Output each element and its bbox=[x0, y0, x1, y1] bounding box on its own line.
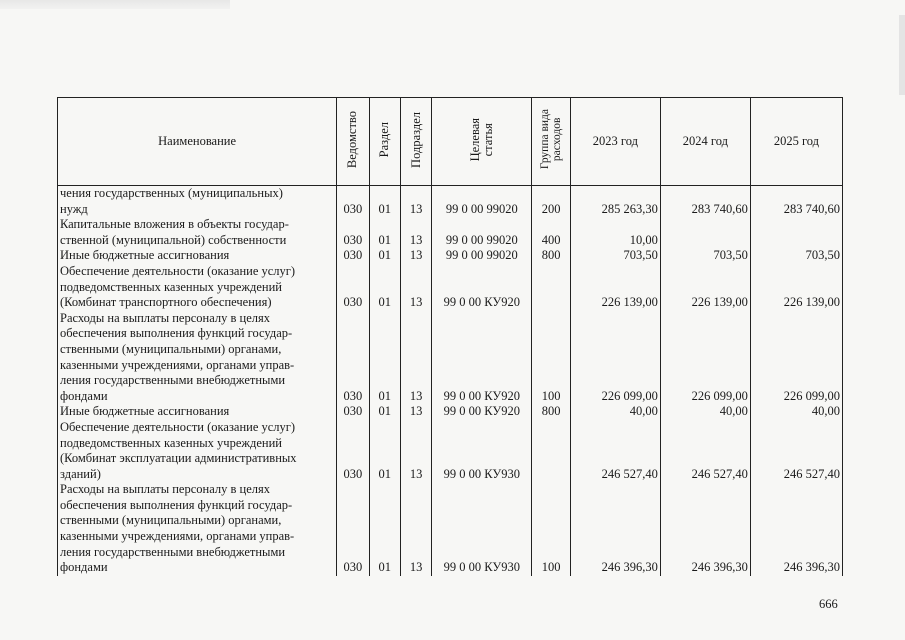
row-amount-2024: 283 740,60 bbox=[660, 186, 750, 218]
row-vedomstvo: 030 bbox=[337, 404, 369, 420]
row-vedomstvo: 030 bbox=[337, 420, 369, 482]
row-gruppa: 800 bbox=[532, 404, 570, 420]
row-celevaya: 99 0 00 99020 bbox=[432, 186, 532, 218]
scan-edge bbox=[899, 15, 905, 95]
row-amount-2023: 226 139,00 bbox=[570, 264, 660, 311]
row-gruppa bbox=[532, 420, 570, 482]
header-year-2025-text: 2025 год bbox=[773, 134, 820, 148]
row-celevaya: 99 0 00 КУ930 bbox=[432, 482, 532, 576]
header-celevaya-text: Целевая статья bbox=[467, 117, 495, 162]
row-gruppa: 800 bbox=[532, 248, 570, 264]
row-amount-2025: 246 396,30 bbox=[750, 482, 842, 576]
row-amount-2024: 226 139,00 bbox=[660, 264, 750, 311]
header-year-2025 bbox=[750, 98, 842, 186]
table-row bbox=[58, 248, 843, 264]
row-amount-2023: 285 263,30 bbox=[570, 186, 660, 218]
scan-artifact bbox=[0, 0, 230, 9]
row-amount-2025: 40,00 bbox=[750, 404, 842, 420]
row-name: Иные бюджетные ассигнования bbox=[58, 248, 337, 264]
header-vedomstvo bbox=[337, 98, 369, 186]
row-razdel: 01 bbox=[369, 186, 400, 218]
row-gruppa: 400 bbox=[532, 217, 570, 248]
row-podrazdel: 13 bbox=[400, 420, 431, 482]
table-row bbox=[58, 420, 843, 482]
row-vedomstvo: 030 bbox=[337, 186, 369, 218]
row-vedomstvo: 030 bbox=[337, 264, 369, 311]
row-name: чения государственных (муниципальных) нужд bbox=[58, 186, 337, 218]
row-vedomstvo: 030 bbox=[337, 248, 369, 264]
row-amount-2024 bbox=[660, 217, 750, 248]
table-header bbox=[58, 98, 843, 186]
header-celevaya bbox=[432, 98, 532, 186]
row-name: Иные бюджетные ассигнования bbox=[58, 404, 337, 420]
row-razdel: 01 bbox=[369, 264, 400, 311]
header-podrazdel bbox=[400, 98, 431, 186]
header-name-text: Наименование bbox=[158, 134, 237, 148]
row-amount-2024: 40,00 bbox=[660, 404, 750, 420]
row-amount-2025: 703,50 bbox=[750, 248, 842, 264]
row-razdel: 01 bbox=[369, 482, 400, 576]
row-amount-2023: 226 099,00 bbox=[570, 311, 660, 405]
header-name bbox=[58, 98, 337, 186]
row-amount-2025: 226 139,00 bbox=[750, 264, 842, 311]
header-razdel-text: Раздел bbox=[377, 121, 392, 158]
row-name: Обеспечение деятельности (оказание услуг) подведомственных казенных учреждений (Комбинат транспортного обеспечения) bbox=[58, 264, 337, 311]
row-celevaya: 99 0 00 99020 bbox=[432, 217, 532, 248]
row-amount-2023: 703,50 bbox=[570, 248, 660, 264]
row-podrazdel: 13 bbox=[400, 217, 431, 248]
row-razdel: 01 bbox=[369, 404, 400, 420]
row-name: Обеспечение деятельности (оказание услуг) подведомственных казенных учреждений (Комбинат эксплуатации административных зданий) bbox=[58, 420, 337, 482]
header-razdel bbox=[369, 98, 400, 186]
row-name: Расходы на выплаты персоналу в целях обеспечения выполнения функций государ- ственными (муниципальными) органами, казенными учреждениями, органами управ- ления государственными внебюджетными фондами bbox=[58, 311, 337, 405]
header-gruppa bbox=[532, 98, 570, 186]
row-vedomstvo: 030 bbox=[337, 217, 369, 248]
row-razdel: 01 bbox=[369, 217, 400, 248]
budget-table bbox=[57, 97, 843, 576]
row-name: Капитальные вложения в объекты государ- ственной (муниципальной) собственности bbox=[58, 217, 337, 248]
row-gruppa: 100 bbox=[532, 311, 570, 405]
header-year-2023-text: 2023 год bbox=[592, 134, 638, 148]
row-podrazdel: 13 bbox=[400, 186, 431, 218]
row-amount-2023: 10,00 bbox=[570, 217, 660, 248]
row-celevaya: 99 0 00 КУ920 bbox=[432, 264, 532, 311]
header-vedomstvo-text: Ведомство bbox=[345, 110, 360, 169]
header-year-2024-text: 2024 год bbox=[682, 134, 728, 148]
row-amount-2024: 226 099,00 bbox=[660, 311, 750, 405]
row-amount-2023: 40,00 bbox=[570, 404, 660, 420]
row-celevaya: 99 0 00 КУ920 bbox=[432, 311, 532, 405]
row-amount-2025: 246 527,40 bbox=[750, 420, 842, 482]
row-amount-2025: 283 740,60 bbox=[750, 186, 842, 218]
header-gruppa-text: Группа вида расходов bbox=[539, 109, 564, 170]
row-gruppa: 200 bbox=[532, 186, 570, 218]
header-year-2024 bbox=[660, 98, 750, 186]
table-row bbox=[58, 217, 843, 248]
row-amount-2023: 246 527,40 bbox=[570, 420, 660, 482]
row-gruppa: 100 bbox=[532, 482, 570, 576]
row-podrazdel: 13 bbox=[400, 311, 431, 405]
row-razdel: 01 bbox=[369, 248, 400, 264]
row-amount-2024: 246 396,30 bbox=[660, 482, 750, 576]
row-razdel: 01 bbox=[369, 420, 400, 482]
row-celevaya: 99 0 00 99020 bbox=[432, 248, 532, 264]
row-gruppa bbox=[532, 264, 570, 311]
page-number: 666 bbox=[819, 597, 838, 611]
table-row bbox=[58, 482, 843, 576]
table-row bbox=[58, 186, 843, 218]
table-row bbox=[58, 311, 843, 405]
row-celevaya: 99 0 00 КУ930 bbox=[432, 420, 532, 482]
header-year-2023 bbox=[570, 98, 660, 186]
row-amount-2025 bbox=[750, 217, 842, 248]
row-amount-2023: 246 396,30 bbox=[570, 482, 660, 576]
table-body bbox=[58, 186, 843, 576]
row-name: Расходы на выплаты персоналу в целях обеспечения выполнения функций государ- ственными (муниципальными) органами, казенными учреждениями, органами управ- ления государственными внебюджетными фондами bbox=[58, 482, 337, 576]
row-vedomstvo: 030 bbox=[337, 482, 369, 576]
row-vedomstvo: 030 bbox=[337, 311, 369, 405]
table-row bbox=[58, 404, 843, 420]
row-podrazdel: 13 bbox=[400, 264, 431, 311]
header-podrazdel-text: Подраздел bbox=[408, 111, 423, 168]
row-razdel: 01 bbox=[369, 311, 400, 405]
row-podrazdel: 13 bbox=[400, 482, 431, 576]
row-amount-2025: 226 099,00 bbox=[750, 311, 842, 405]
row-celevaya: 99 0 00 КУ920 bbox=[432, 404, 532, 420]
row-amount-2024: 703,50 bbox=[660, 248, 750, 264]
row-podrazdel: 13 bbox=[400, 248, 431, 264]
table-row bbox=[58, 264, 843, 311]
row-podrazdel: 13 bbox=[400, 404, 431, 420]
row-amount-2024: 246 527,40 bbox=[660, 420, 750, 482]
